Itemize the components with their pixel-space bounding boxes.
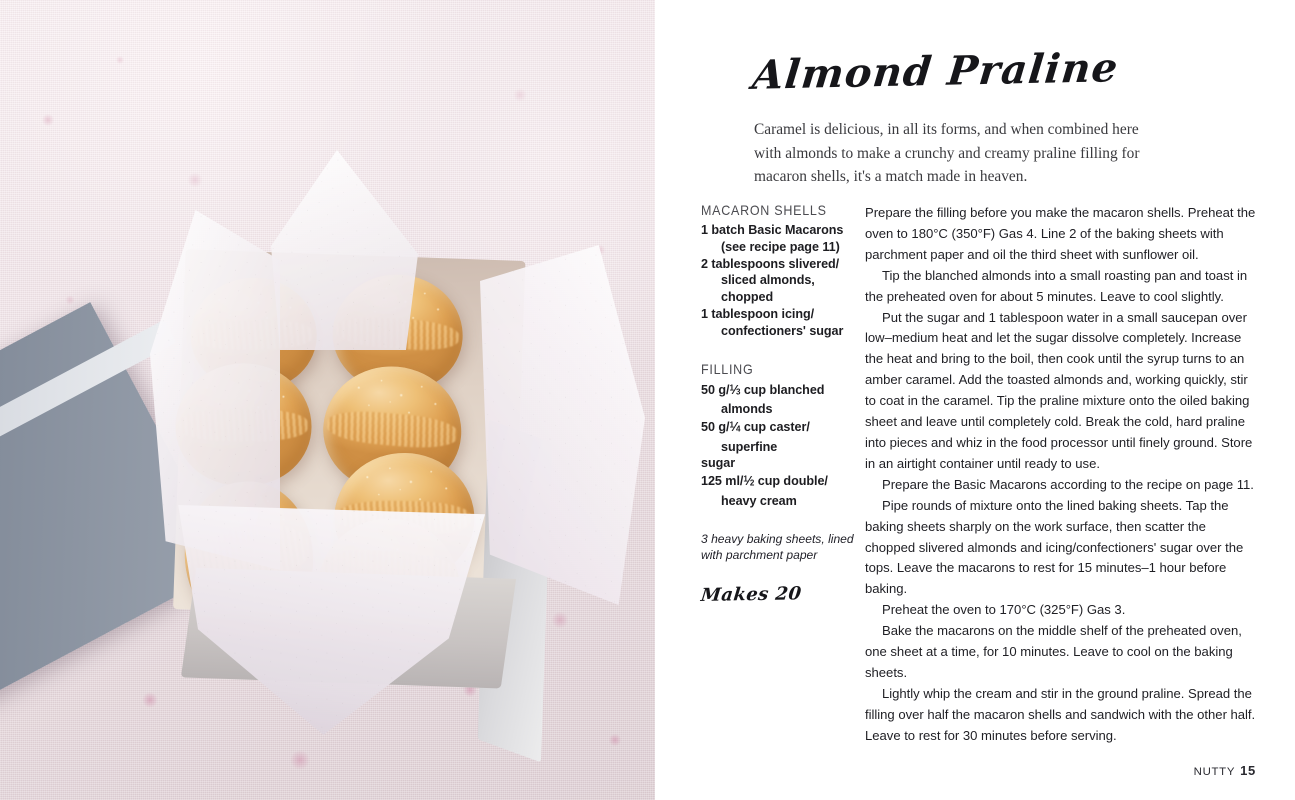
- method-column: [865, 203, 1257, 747]
- ingredient-amount: 50 g/: [701, 420, 730, 435]
- section-heading-filling: FILLING: [701, 361, 754, 377]
- ingredient-text-cont: superfine: [721, 439, 778, 454]
- ingredient-text-cont: sliced almonds,: [721, 273, 815, 288]
- ingredient-text: 50 $g/^1⁄_3$ cup blanched: [701, 382, 825, 397]
- page-footer: [1194, 763, 1256, 778]
- ingredient-amount: 125 ml/: [701, 474, 744, 489]
- ingredient-text-cont: confectioners' sugar: [721, 323, 844, 338]
- chapter-name: NUTTY: [1193, 766, 1236, 778]
- ingredient-amount: 50 g/: [701, 382, 730, 397]
- fraction-numerator: 1: [729, 383, 734, 393]
- fraction-denominator: 3: [735, 387, 741, 397]
- ingredient-item: [701, 472, 859, 509]
- ingredient-text-cont: heavy cream: [721, 493, 797, 508]
- method-paragraph: Put the sugar and 1 tablespoon water in a small saucepan over low–medium heat and let the sugar dissolve completely. Increase the heat and bring to the boil, then cook until the syrup turns to an amber caramel. Add the toasted almonds and, working quickly, stir to coat in the caramel. Tip the praline mixture onto the oiled baking sheet and leave until completely cold. Break the cold, hard praline into pieces and whiz in the food processor until finely ground. Store in an airtight container until ready to use.: [865, 309, 1253, 471]
- method-paragraph: Lightly whip the cream and stir in the ground praline. Spread the filling over half the macaron shells and sandwich with the other half. Leave to rest for 30 minutes before serving.: [865, 685, 1256, 743]
- method-paragraph: Prepare the Basic Macarons according to the recipe on page 11.: [882, 476, 1254, 492]
- ingredient-tail: cup blanched: [740, 382, 825, 397]
- ingredient-text: 125 $ml/^1⁄_2$ cup double/: [701, 474, 828, 489]
- ingredient-text-cont: chopped: [721, 290, 774, 305]
- fraction-denominator: 2: [749, 478, 755, 488]
- makes-yield: Makes 20: [699, 583, 803, 607]
- ingredient-item: [701, 306, 859, 340]
- ingredient-text-cont: almonds: [721, 402, 773, 417]
- recipe-page: [655, 0, 1295, 800]
- recipe-title: Almond Praline: [750, 44, 1121, 99]
- ingredient-tail: cup double/: [754, 474, 828, 489]
- ingredient-text-cont: (see recipe page 11): [721, 239, 840, 254]
- ingredient-text: 50 $g/^1⁄_4$ cup caster/: [701, 420, 810, 435]
- fraction-numerator: 1: [729, 420, 734, 430]
- fraction-numerator: 1: [743, 475, 748, 485]
- ingredient-item: [701, 222, 859, 256]
- recipe-intro: Caramel is delicious, in all its forms, and when combined here with almonds to make a crunchy and creamy praline filling for macaron shells, it's a match made in heaven.: [754, 121, 1140, 185]
- method-paragraph: Preheat the oven to 170°C (325°F) Gas 3.: [882, 602, 1126, 618]
- ingredient-item: [701, 256, 859, 306]
- method-paragraph: Tip the blanched almonds into a small roasting pan and toast in the preheated oven for about 5 minutes. Leave to cool slightly.: [865, 267, 1248, 304]
- ingredients-column: [701, 203, 859, 606]
- ingredient-list-filling: [701, 381, 859, 510]
- ingredient-tail: cup caster/: [740, 420, 810, 435]
- equipment-note: 3 heavy baking sheets, lined with parchment paper: [701, 532, 854, 563]
- ingredient-text: 1 batch Basic Macarons: [701, 223, 844, 237]
- method-paragraph: Pipe rounds of mixture onto the lined baking sheets. Tap the baking sheets sharply on the work surface, then scatter the chopped slivered almonds and icing/confectioners' sugar over the tops. Leave the macarons to rest for 15 minutes–1 hour before baking.: [865, 497, 1244, 597]
- section-heading-macaron-shells: MACARON SHELLS: [701, 203, 827, 218]
- page-number: 15: [1240, 763, 1256, 778]
- ingredient-item: [701, 418, 859, 472]
- fraction-denominator: 4: [735, 424, 741, 434]
- ingredient-item: [701, 381, 859, 418]
- method-paragraph: Bake the macarons on the middle shelf of the preheated oven, one sheet at a time, for 10 minutes. Leave to cool on the baking sheets.: [865, 623, 1242, 680]
- ingredient-list-macaron-shells: [701, 222, 859, 340]
- ingredient-text: 1 tablespoon icing/: [701, 306, 815, 321]
- ingredient-text: 2 tablespoons slivered/: [701, 256, 840, 271]
- method-paragraph: Prepare the filling before you make the macaron shells. Preheat the oven to 180°C (350°F) Gas 4. Line 2 of the baking sheets with parchment paper and oil the third sheet with sunflower oil.: [865, 205, 1256, 262]
- ingredient-text-cont: sugar: [701, 456, 736, 471]
